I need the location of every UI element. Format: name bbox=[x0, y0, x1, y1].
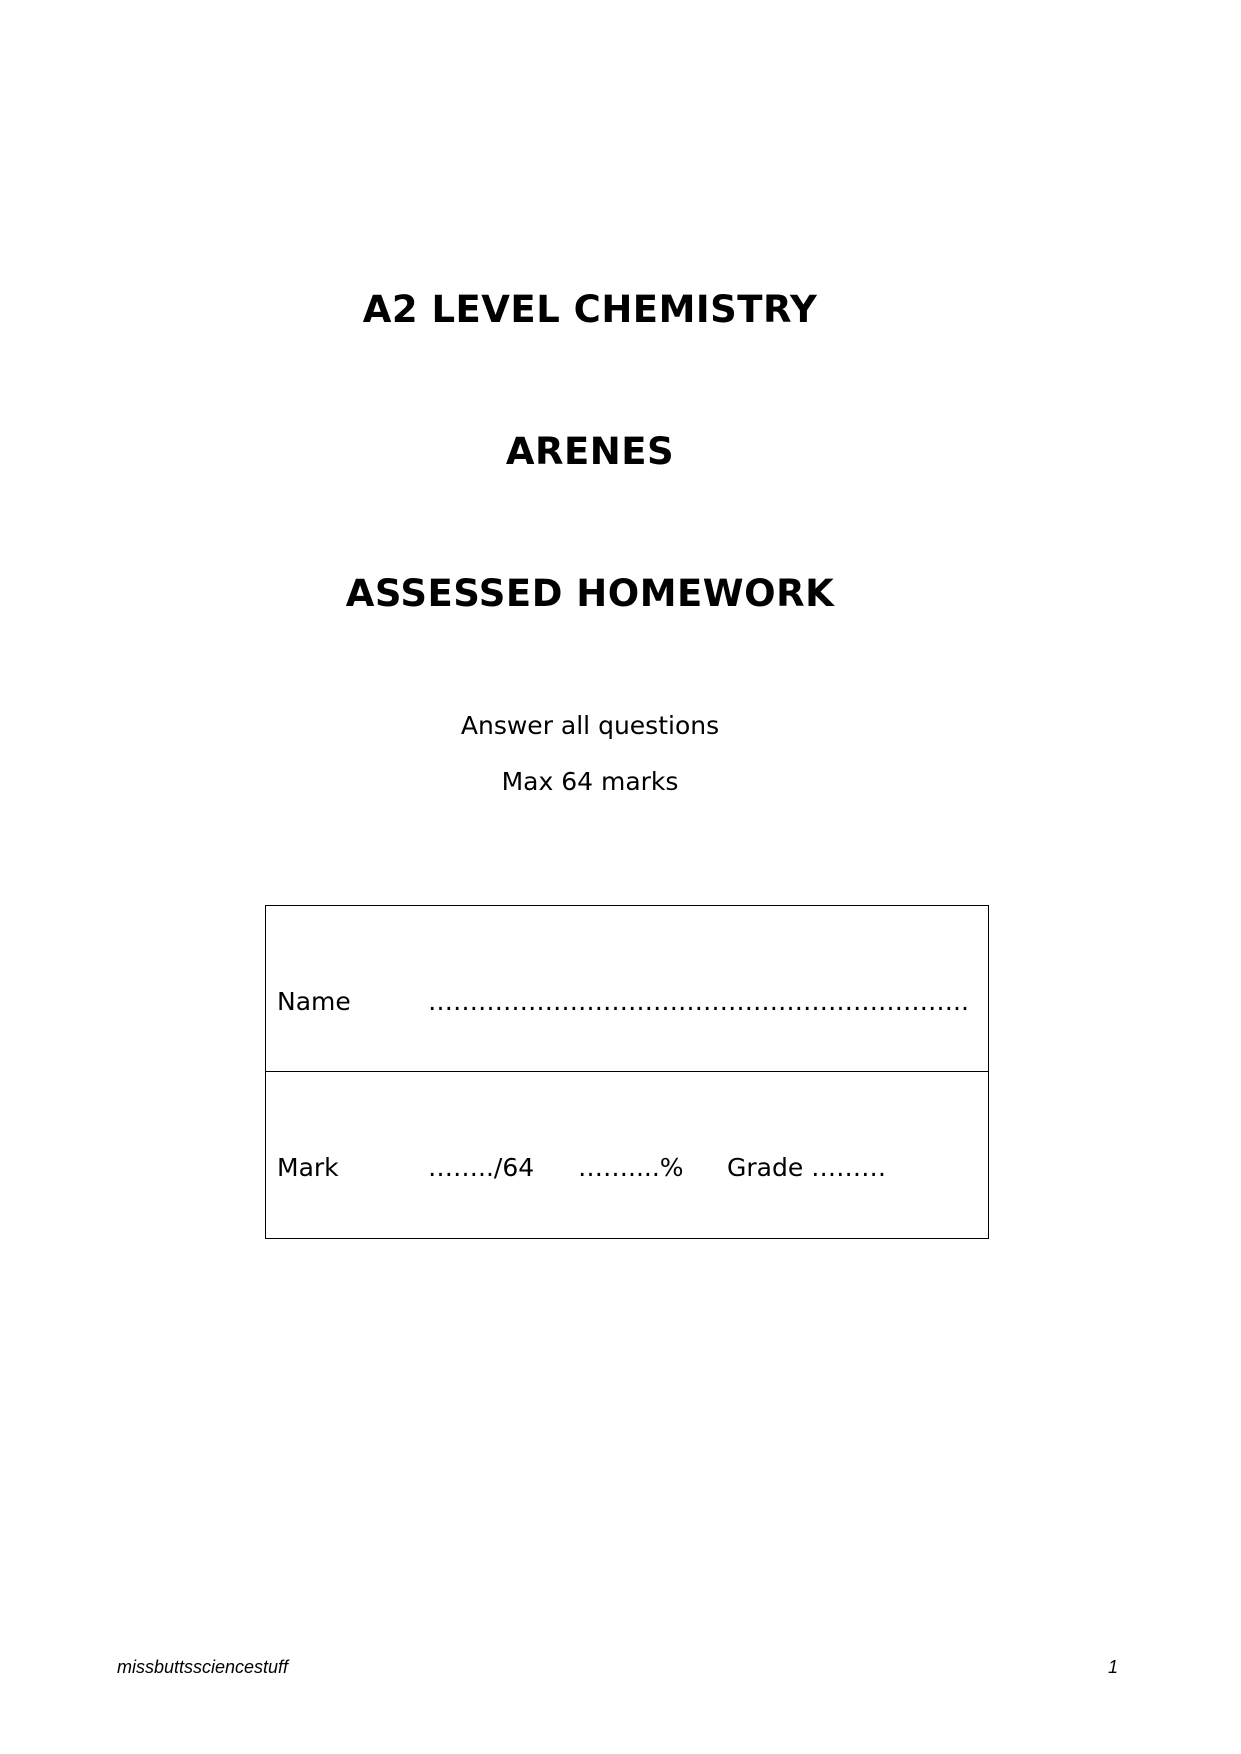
mark-field[interactable]: ……../64 bbox=[428, 1153, 535, 1182]
student-info-box bbox=[265, 905, 989, 1239]
answer-instruction: Answer all questions bbox=[460, 711, 720, 740]
homework-title: ASSESSED HOMEWORK bbox=[345, 572, 835, 615]
page-number: 1 bbox=[1108, 1657, 1119, 1677]
percent-field[interactable]: ……....% bbox=[578, 1153, 684, 1182]
topic-title: ARENES bbox=[505, 430, 675, 473]
grade-field[interactable]: Grade ……… bbox=[727, 1153, 887, 1182]
name-label: Name bbox=[277, 987, 351, 1016]
footer-source: missbuttssciencestuff bbox=[117, 1657, 289, 1677]
max-marks: Max 64 marks bbox=[501, 767, 679, 796]
course-title: A2 LEVEL CHEMISTRY bbox=[362, 288, 818, 331]
mark-label: Mark bbox=[277, 1153, 339, 1182]
name-field[interactable]: ……………………………………………………….. bbox=[428, 987, 969, 1016]
mark-row bbox=[266, 1072, 988, 1238]
name-row bbox=[266, 906, 988, 1072]
